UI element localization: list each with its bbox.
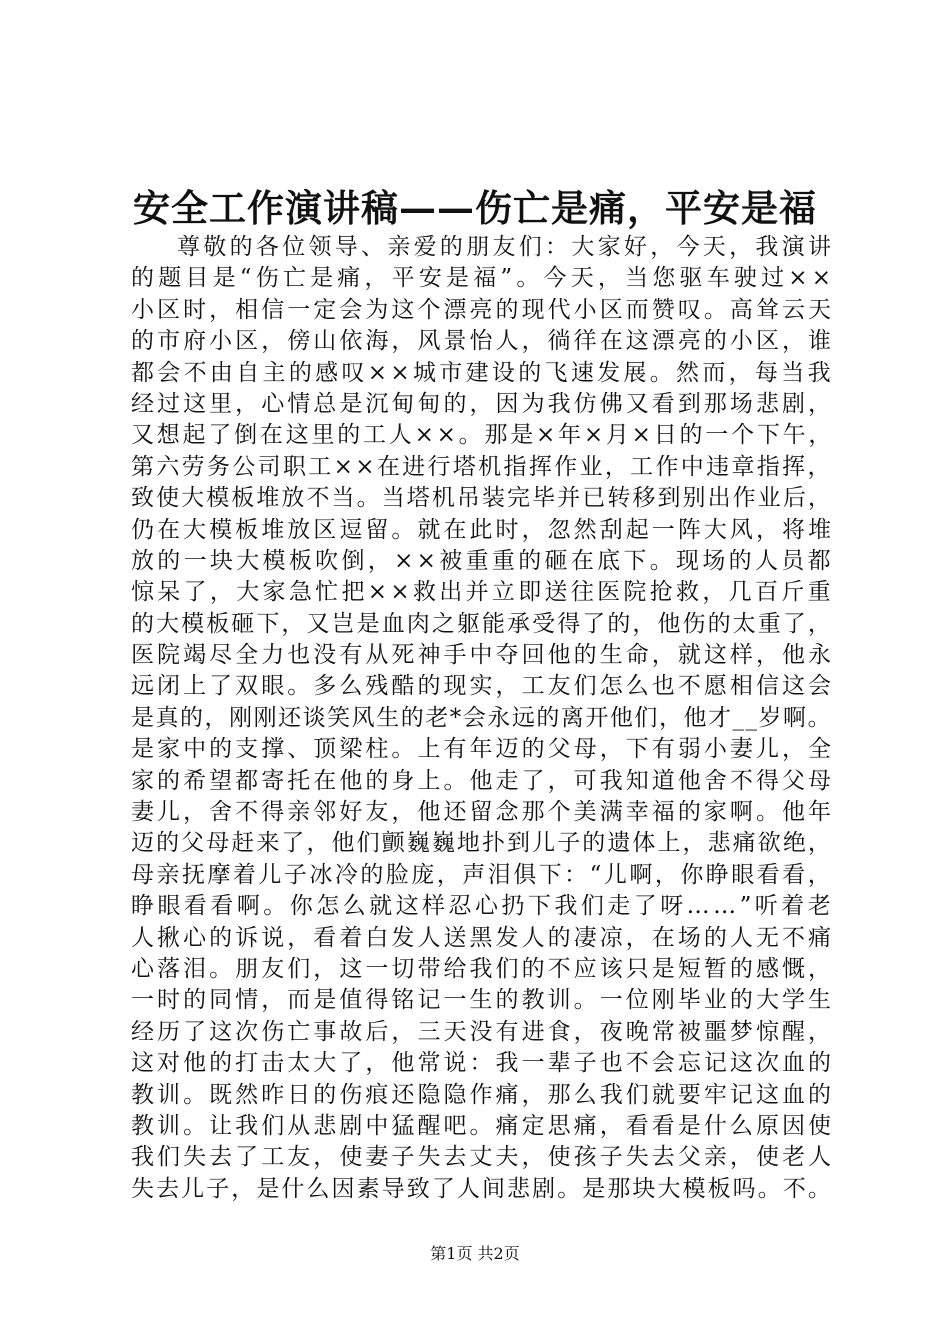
body-line: 睁眼看看啊。你怎么就这样忍心扔下我们走了呀……”听着老 <box>131 893 835 920</box>
body-line: 致使大模板堆放不当。当塔机吊装完毕并已转移到别出作业后， <box>131 485 833 512</box>
body-line: 又想起了倒在这里的工人××。那是×年×月×日的一个下午， <box>131 422 835 449</box>
body-line: 放的一块大模板吹倒，××被重重的砸在底下。现场的人员都 <box>131 547 834 574</box>
document-body <box>131 232 836 1205</box>
body-line: 都会不由自主的感叹××城市建设的飞速发展。然而，每当我 <box>131 359 834 386</box>
body-line: 第六劳务公司职工××在进行塔机指挥作业，工作中违章指挥， <box>131 453 833 480</box>
body-line: 妻儿，舍不得亲邻好友，他还留念那个美满幸福的家啊。他年 <box>131 799 835 826</box>
body-line: 经历了这次伤亡事故后，三天没有进食，夜晚常被噩梦惊醒， <box>131 1018 835 1045</box>
body-line: 尊敬的各位领导、亲爱的朋友们：大家好，今天，我演讲 <box>177 234 835 260</box>
body-line: 是真的，刚刚还谈笑风生的老*会永远的离开他们，他才__岁啊。 <box>131 704 833 731</box>
body-line: 迈的父母赶来了，他们颤巍巍地扑到儿子的遗体上，悲痛欲绝， <box>131 830 833 857</box>
body-line: 的市府小区，傍山依海，风景怡人，徜徉在这漂亮的小区，谁 <box>131 328 835 355</box>
body-line: 医院竭尽全力也没有从死神手中夺回他的生命，就这样，他永 <box>131 642 835 669</box>
body-line: 经过这里，心情总是沉甸甸的，因为我仿佛又看到那场悲剧， <box>131 390 835 417</box>
body-line: 心落泪。朋友们，这一切带给我们的不应该只是短暂的感慨， <box>131 955 835 982</box>
body-line: 是家中的支撑、顶梁柱。上有年迈的父母，下有弱小妻儿，全 <box>131 736 835 763</box>
body-line: 一时的同情，而是值得铭记一生的教训。一位刚毕业的大学生 <box>131 987 835 1014</box>
body-line: 家的希望都寄托在他的身上。他走了，可我知道他舍不得父母 <box>131 767 835 794</box>
page-indicator: 第1页 共2页 <box>430 1244 520 1263</box>
body-line: 的大模板砸下，又岂是血肉之躯能承受得了的，他伤的太重了， <box>131 610 833 637</box>
body-line: 失去儿子，是什么因素导致了人间悲剧。是那块大模板吗。不。 <box>131 1175 833 1202</box>
body-line: 惊呆了，大家急忙把××救出并立即送往医院抢救，几百斤重 <box>131 579 834 606</box>
body-line: 教训。既然昨日的伤痕还隐隐作痛，那么我们就要牢记这血的 <box>131 1081 835 1108</box>
document-title: 安全工作演讲稿——伤亡是痛，平安是福 <box>133 186 817 230</box>
body-line: 远闭上了双眼。多么残酷的现实，工友们怎么也不愿相信这会 <box>131 673 835 700</box>
body-line: 这对他的打击太大了，他常说：我一辈子也不会忘记这次血的 <box>131 1050 835 1077</box>
body-line: 母亲抚摩着儿子冰冷的脸庞，声泪俱下：“儿啊，你睁眼看看， <box>131 861 834 888</box>
body-line: 小区时，相信一定会为这个漂亮的现代小区而赞叹。高耸云天 <box>131 296 835 323</box>
body-line: 我们失去了工友，使妻子失去丈夫，使孩子失去父亲，使老人 <box>131 1144 835 1171</box>
body-line: 仍在大模板堆放区逗留。就在此时，忽然刮起一阵大风，将堆 <box>131 516 835 543</box>
body-line: 人揪心的诉说，看着白发人送黑发人的凄凉，在场的人无不痛 <box>131 924 835 951</box>
body-line: 的题目是“伤亡是痛，平安是福”。今天，当您驱车驶过×× <box>131 265 836 292</box>
body-line: 教训。让我们从悲剧中猛醒吧。痛定思痛，看看是什么原因使 <box>131 1112 835 1139</box>
